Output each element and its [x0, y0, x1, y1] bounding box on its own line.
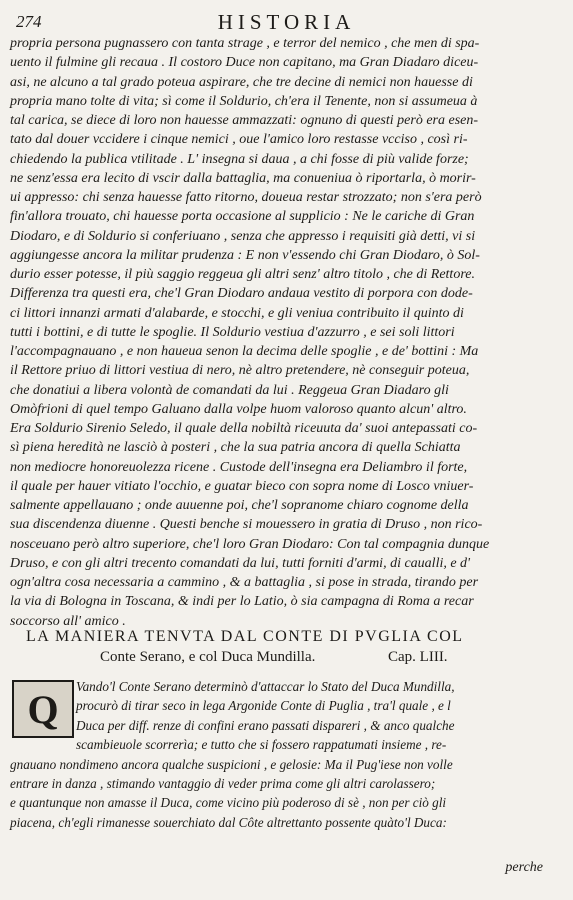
text-line: fin'allora trouato, chi hauesse porta occasione al supplicio : Ne le cariche di Gran [10, 209, 475, 225]
chapter-text [10, 677, 556, 832]
text-line: nosceuano però altro superiore, che'l loro Gran Diodaro: Con tal compagnia dunque [10, 536, 490, 552]
text-line: Vando'l Conte Serano determinò d'attaccar lo Stato del Duca Mundilla, [76, 679, 455, 694]
chapter-number: Cap. LIII. [388, 649, 448, 665]
text-line: sua discendenza diuenne . Questi benche si mouessero in gratia di Druso , non rico- [10, 517, 483, 533]
running-title: HISTORIA [217, 10, 356, 34]
text-line: tutti i bottini, e di tutte le spoglie. Il Soldurio vestiua d'azzurro , e sei soli littori [10, 324, 455, 340]
text-line: ci littori innanzi armati d'alabarde, e stocchi, e gli veniua contribuito il quinto di [10, 305, 464, 321]
text-line: la via di Bologna in Toscana, & indi per lo Latio, ò sia campagna di Roma a recar [10, 594, 474, 610]
chapter-title: LA MANIERA TENVTA DAL CONTE DI PVGLIA COL [26, 628, 464, 645]
text-line: tato dal douer vccidere i cinque nemici , oue l'amico loro restasse vcciso , così ri- [10, 132, 468, 148]
text-line: Era Soldurio Sirenio Seledo, il quale della nobiltà riceuuta da' suoi antepassati co- [10, 421, 478, 436]
text-line: ne senz'essa era lecito di vscir dalla battaglia, ma conueniua ò riportarla, ò morir- [10, 170, 476, 186]
text-line: Duca per diff. renze di confini erano passati dispareri , & anco qualche [76, 717, 455, 733]
text-line: il quale per hauer vitiato l'occhio, e guatar bieco con sopra nome di Losco vniuer- [10, 478, 474, 494]
body-text [10, 34, 550, 631]
text-line: propria mano tolte di vita; sì come il Soldurio, ch'era il Tenente, non si assumeua à [10, 93, 478, 109]
text-line: asi, ne alcuno a tal grado poteua aspirare, che tre decine di nemici non hauesse di [10, 74, 473, 90]
text-line: chiedendo la publica vtilitade . L' insegna si daua , a chi fosse di più valide forze; [10, 151, 469, 167]
text-line: e quantunque non amasse il Duca, come vicino più poderoso di sè , non per ciò gli [10, 795, 447, 811]
text-line: durio esser potesse, il più saggio reggeua gli altri senz' altro titolo , che di Rettore. [10, 267, 475, 282]
decorated-initial [12, 680, 74, 738]
text-line: il Rettore priuo di littori vestiua di nero, nè altro pretendere, nè conseguir poteua, [10, 363, 470, 379]
text-line: entrare in danza , stimando vantaggio di veder prima come gli altri carolassero; [10, 776, 436, 792]
text-line: non mediocre honoreuolezza ricene . Custode dell'insegna era Deliambro il forte, [10, 459, 468, 475]
text-line: propria persona pugnassero con tanta strage , e terror del nemico , che men di spa- [10, 36, 480, 51]
text-line: gnauano nondimeno ancora qualche suspicioni , e gelosie: Ma il Pug'iese non volle [10, 756, 453, 772]
text-line: Druso, e con gli altri trecento comandati da lui, tutti forniti d'armi, di caualli, e d' [10, 555, 471, 571]
text-line: Diodaro, e di Soldurio si conferiuano , senza che appresso i requisiti già detti, vi si [10, 228, 476, 244]
text-line: sì piena heredità ne lasciò à posteri , che la sua patria ancora di quella Schiatta [10, 440, 461, 456]
text-line: l'accompagnauano , e non haueua senon la decima delle spoglie , e de' bottini : Ma [10, 344, 479, 359]
catchword: perche [505, 860, 543, 875]
text-line: uento il fulmine gli recaua . Il costoro Duce non capitano, ma Gran Diadaro diceu- [10, 55, 479, 71]
page-number: 274 [16, 12, 42, 31]
text-line: scambieuole scorrerìa; e tutto che si fossero rappatumati insieme , re- [76, 737, 447, 753]
chapter-subtitle: Conte Serano, e col Duca Mundilla. [100, 649, 316, 665]
text-line: che donatiui a libera volontà de comandati da lui . Reggeua Gran Diadaro gli [10, 382, 449, 398]
text-line: Differenza tra questi era, che'l Gran Diodaro andaua vestito di porpora con dode- [10, 286, 473, 302]
text-line: ui appresso: chi senza hauesse fatto ritorno, doueua restar strozzato; non s'era però [10, 190, 482, 205]
text-line: Omòfrioni di quel tempo Galuano dalla volpe huom valoroso quanto alcun' altro. [10, 401, 467, 417]
text-line: salmente appellauano ; onde auuenne poi, che'l sopranome chiaro cognome della [10, 498, 469, 513]
initial-letter: Q [27, 686, 59, 732]
text-line: soccorso all' amico . [10, 613, 126, 629]
text-line: ogn'altra cosa necessaria a cammino , & a battaglia , si pose in strada, tirando per [10, 575, 479, 590]
text-line: piacena, ch'egli rimanesse souerchiato dal Côte altrettanto possente quàto'l Duca: [10, 814, 447, 830]
text-line: tal carica, se diece di loro non hauesse ammazzati: ognuno di questi però era esen- [10, 113, 479, 128]
text-line: procurò di tirar seco in lega Argonide Conte di Puglia , tra'l quale , e l [76, 698, 451, 714]
running-head [16, 10, 557, 36]
text-line: aggiungesse ancora la militar prudenza : E non v'essendo chi Gran Diodaro, ò Sol- [10, 247, 480, 263]
